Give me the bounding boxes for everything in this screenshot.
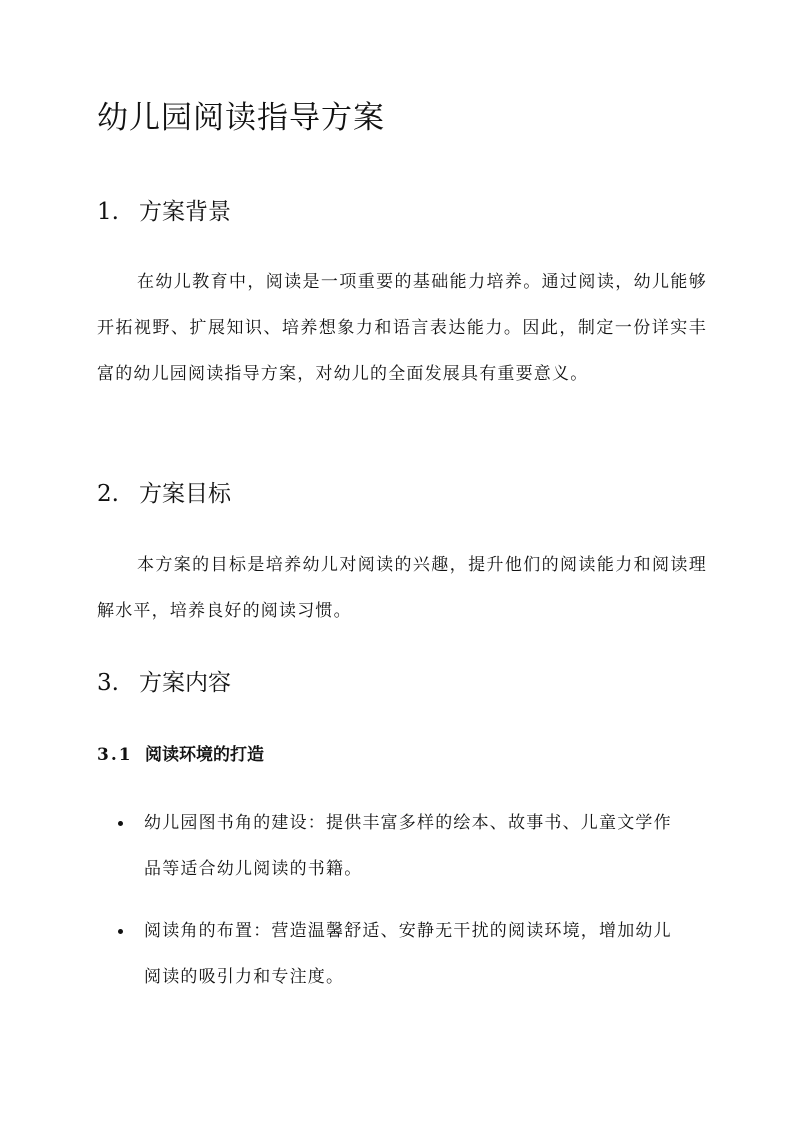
section-number: 2. xyxy=(97,481,119,507)
document-title: 幼儿园阅读指导方案 xyxy=(97,100,385,136)
list-item xyxy=(118,800,688,892)
section-number: 1. xyxy=(97,199,119,225)
list-item-text: 阅读角的布置：营造温馨舒适、安静无干扰的阅读环境，增加幼儿阅读的吸引力和专注度。 xyxy=(144,921,672,987)
subsection-number: 3.1 xyxy=(97,745,133,765)
section-paragraph-background: 在幼儿教育中，阅读是一项重要的基础能力培养。通过阅读，幼儿能够开拓视野、扩展知识、培养想象力和语言表达能力。因此，制定一份详实丰富的幼儿园阅读指导方案，对幼儿的全面发展具有重要意义。 xyxy=(97,272,707,384)
bullet-icon xyxy=(118,821,123,826)
subsection-heading-reading-environment xyxy=(97,743,264,767)
section-title: 方案内容 xyxy=(139,670,231,696)
section-title: 方案目标 xyxy=(139,481,231,507)
section-number: 3. xyxy=(97,670,119,696)
section-title: 方案背景 xyxy=(139,199,231,225)
section-heading-background xyxy=(97,196,231,228)
subsection-title: 阅读环境的打造 xyxy=(145,745,264,765)
section-paragraph-goals: 本方案的目标是培养幼儿对阅读的兴趣，提升他们的阅读能力和阅读理解水平，培养良好的阅读习惯。 xyxy=(97,555,707,621)
bullet-icon xyxy=(118,929,123,934)
list-item-text: 幼儿园图书角的建设：提供丰富多样的绘本、故事书、儿童文学作品等适合幼儿阅读的书籍。 xyxy=(144,813,672,879)
section-heading-content xyxy=(97,667,231,699)
section-heading-goals xyxy=(97,478,231,510)
list-item xyxy=(118,908,688,1000)
